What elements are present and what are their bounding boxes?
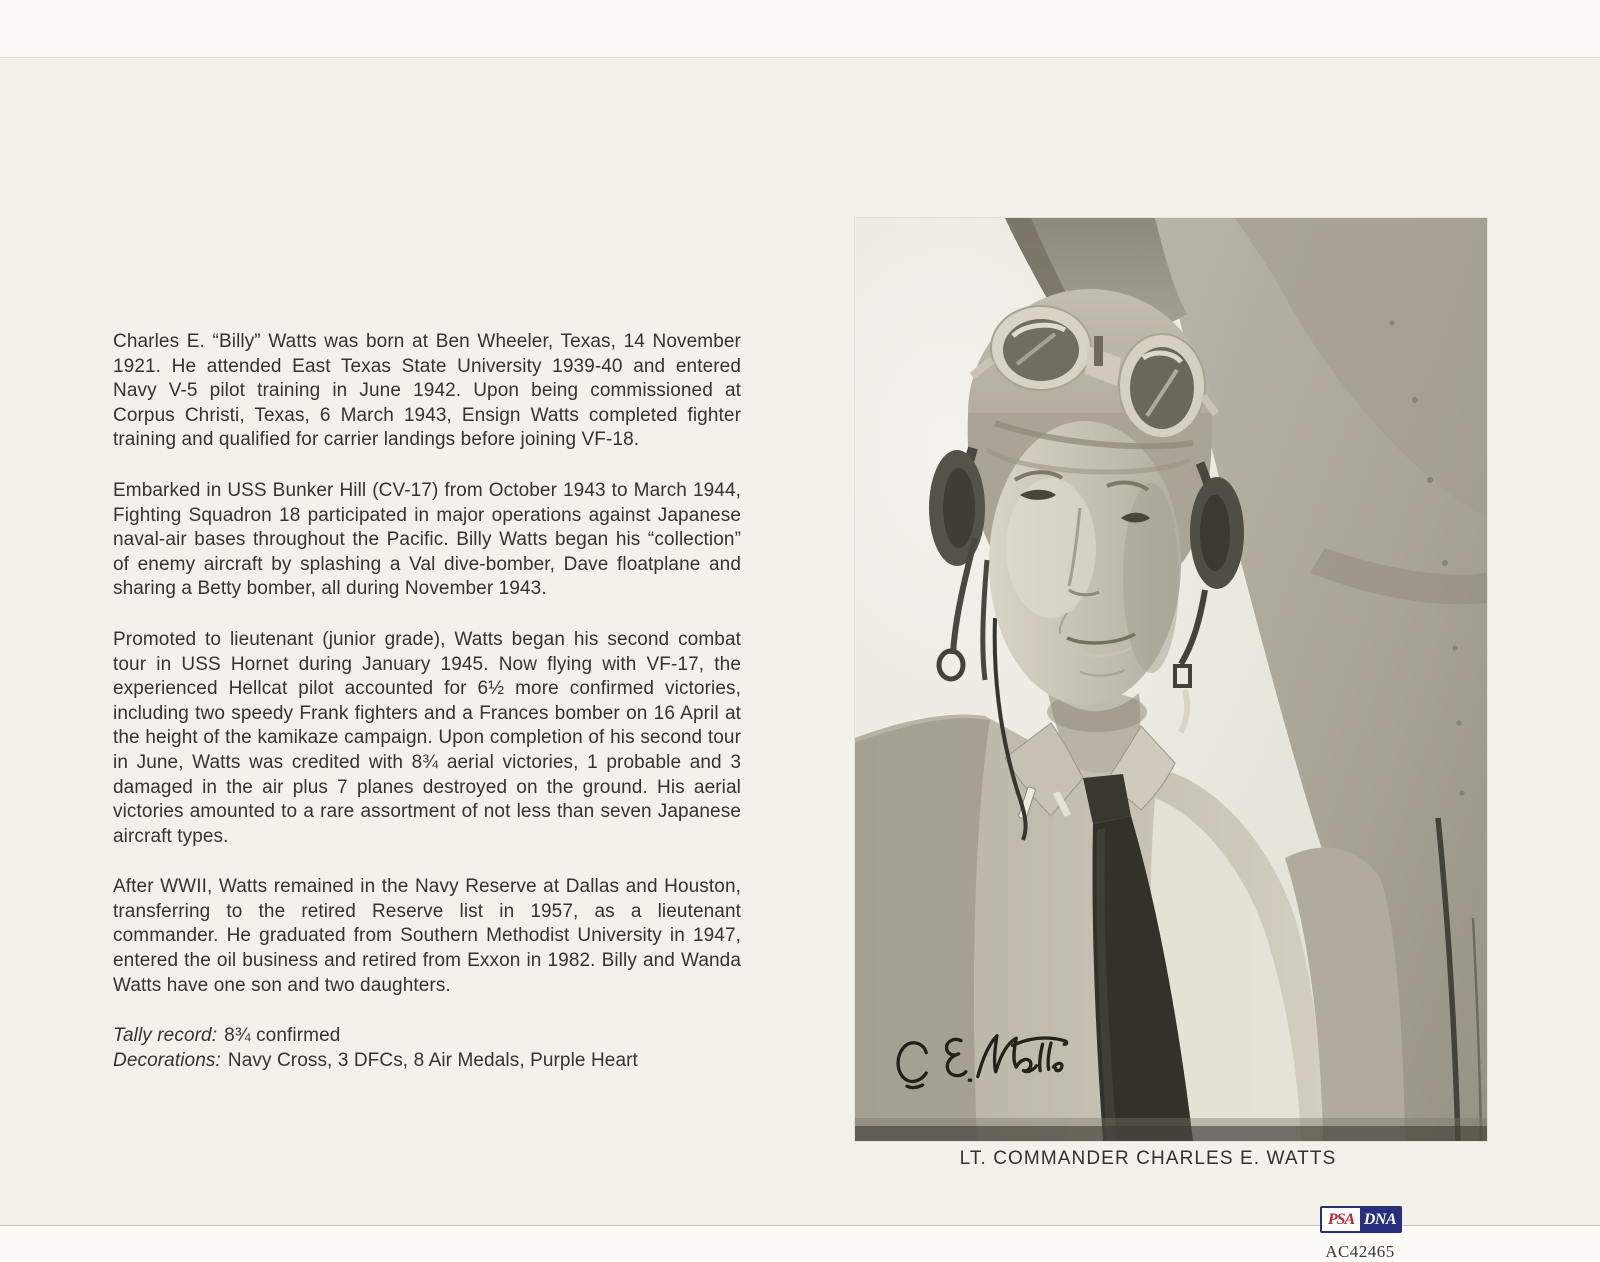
decorations-label: Decorations: xyxy=(113,1049,221,1071)
photo-caption: LT. COMMANDER CHARLES E. WATTS xyxy=(959,1148,1337,1169)
psa-logo-label: PSA xyxy=(1322,1208,1360,1231)
psa-dna-sticker xyxy=(1320,1206,1402,1233)
decorations-line xyxy=(113,1049,741,1074)
decorations-value: Navy Cross, 3 DFCs, 8 Air Medals, Purple Heart xyxy=(227,1049,638,1071)
scanned-bio-card xyxy=(0,57,1600,1261)
photo-bottom-shade xyxy=(855,1118,1487,1126)
tally-record-line xyxy=(113,1024,741,1049)
bio-paragraph: Promoted to lieutenant (junior grade), Watts began his second combat tour in USS Hornet during January 1945. Now flying with VF-17, the experienced Hellcat pilot accounted for 6½ more confirmed victories, including two speedy Frank fighters and a Frances bomber on 16 April at the height of the kamikaze campaign. Upon completion of his second tour in June, Watts was credited with 8¾ aerial victories, 1 probable and 3 damaged in the air plus 7 planes destroyed on the ground. His aerial victories amounted to a rare assortment of not less than seven Japanese aircraft types. xyxy=(113,628,741,847)
bio-paragraph: After WWII, Watts remained in the Navy Reserve at Dallas and Houston, transferring to the retired Reserve list in 1957, as a lieutenant commander. He graduated from Southern Methodist University in 1947, entered the oil business and retired from Exxon in 1982. Billy and Wanda Watts have one son and two daughters. xyxy=(113,876,741,996)
photo-bottom-edge xyxy=(855,1126,1487,1141)
biography-text xyxy=(113,330,741,1073)
bio-paragraph: Charles E. “Billy” Watts was born at Ben Wheeler, Texas, 14 November 1921. He attended East Texas State University 1939-40 and entered Navy V-5 pilot training in June 1942. Upon being commissioned at Corpus Christi, Texas, 6 March 1943, Ensign Watts completed fighter training and qualified for carrier landings before joining VF-18. xyxy=(113,331,741,451)
tally-record-label: Tally record: xyxy=(113,1025,218,1047)
tally-record-value: 8¾ confirmed xyxy=(224,1025,341,1047)
dna-logo-label: DNA xyxy=(1360,1208,1400,1231)
pilot-portrait-photo xyxy=(855,218,1487,1141)
pilot-portrait-illustration xyxy=(855,218,1487,1141)
cert-number: AC42465 xyxy=(1325,1242,1395,1261)
bio-paragraph: Embarked in USS Bunker Hill (CV-17) from October 1943 to March 1944, Fighting Squadron 18 participated in major operations against Japanese naval-air bases throughout the Pacific. Billy Watts began his “collection” of enemy aircraft by splashing a Val dive-bomber, Dave floatplane and sharing a Betty bomber, all during November 1943. xyxy=(113,479,741,600)
